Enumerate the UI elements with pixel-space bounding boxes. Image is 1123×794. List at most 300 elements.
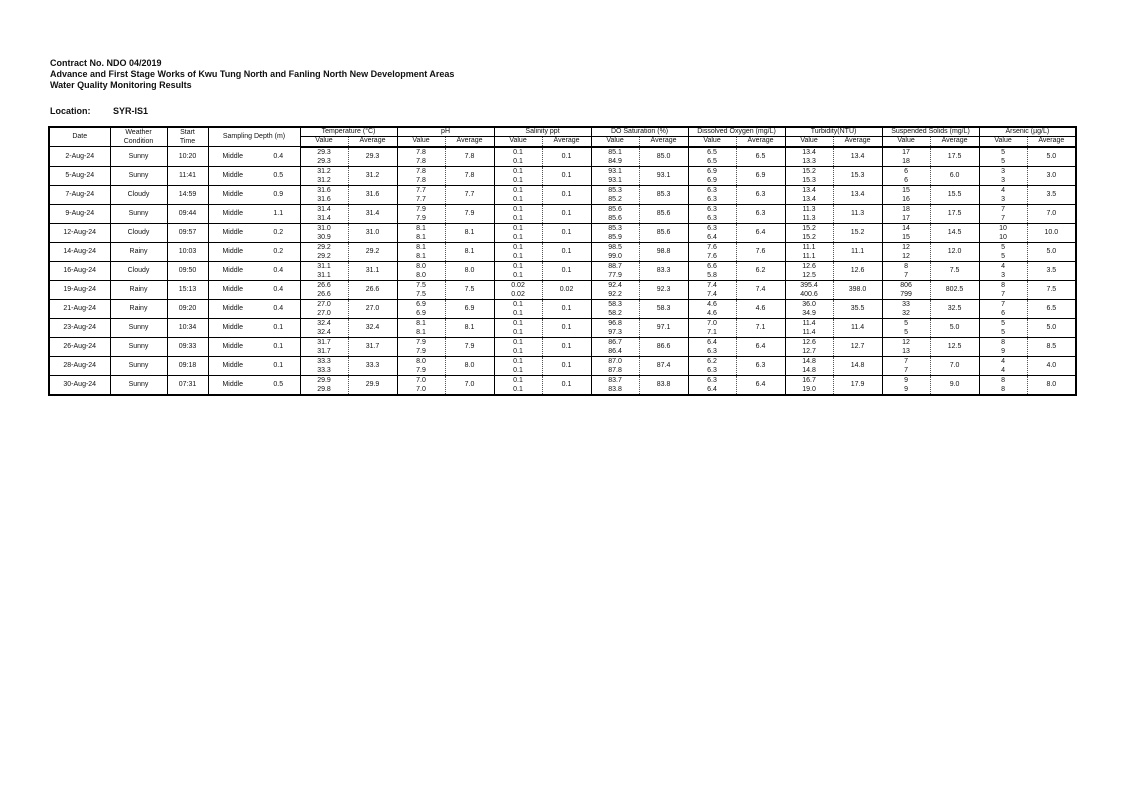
- cell-values: [494, 375, 542, 395]
- col-value-label: Value: [397, 137, 445, 147]
- cell-reading: 3: [1001, 176, 1006, 184]
- cell-depth-label: Middle: [208, 166, 257, 185]
- col-param-salinity-ppt: Salinity ppt: [494, 127, 591, 137]
- cell-values: [979, 204, 1027, 223]
- cell-values: [397, 166, 445, 185]
- cell-values: [785, 242, 833, 261]
- cell-reading: 6.5: [707, 148, 717, 156]
- cell-reading: 19.0: [802, 385, 816, 393]
- cell-average: 6.5: [736, 147, 785, 167]
- cell-values: [397, 147, 445, 167]
- cell-reading: 6.3: [707, 224, 717, 232]
- cell-values: [300, 242, 348, 261]
- cell-values: [882, 337, 930, 356]
- cell-reading: 13.4: [802, 148, 816, 156]
- cell-values: [591, 166, 639, 185]
- cell-reading: 85.2: [608, 195, 622, 203]
- cell-reading: 14: [902, 224, 910, 232]
- cell-average: 7.5: [445, 280, 494, 299]
- cell-date: 9-Aug-24: [49, 204, 110, 223]
- cell-values: [688, 185, 736, 204]
- cell-depth-label: Middle: [208, 185, 257, 204]
- cell-depth-value: 0.4: [257, 299, 300, 318]
- cell-average: 6.4: [736, 337, 785, 356]
- cell-reading: 27.0: [317, 300, 331, 308]
- cell-date: 7-Aug-24: [49, 185, 110, 204]
- cell-average: 0.1: [542, 337, 591, 356]
- cell-values: [785, 204, 833, 223]
- cell-reading: 6: [1001, 309, 1006, 317]
- cell-reading: 58.3: [608, 300, 622, 308]
- cell-average: 0.1: [542, 166, 591, 185]
- cell-reading: 30.9: [317, 233, 331, 241]
- cell-reading: 4: [1001, 262, 1006, 270]
- cell-weather: Sunny: [110, 318, 167, 337]
- col-value-label: Value: [300, 137, 348, 147]
- cell-reading: 93.1: [608, 176, 622, 184]
- col-param-turbidity-ntu: Turbidity(NTU): [785, 127, 882, 137]
- cell-reading: 11.4: [802, 328, 816, 336]
- cell-weather: Cloudy: [110, 223, 167, 242]
- cell-average: 3.5: [1027, 261, 1076, 280]
- cell-average: 32.4: [348, 318, 397, 337]
- cell-start-time: 10:03: [167, 242, 208, 261]
- cell-reading: 98.5: [608, 243, 622, 251]
- cell-start-time: 10:20: [167, 147, 208, 167]
- cell-values: [979, 242, 1027, 261]
- cell-values: [785, 223, 833, 242]
- cell-reading: 29.8: [317, 385, 331, 393]
- cell-average: 6.9: [445, 299, 494, 318]
- cell-values: [979, 223, 1027, 242]
- col-average-label: Average: [348, 137, 397, 147]
- cell-reading: 5.8: [707, 271, 717, 279]
- cell-start-time: 09:50: [167, 261, 208, 280]
- cell-average: 35.5: [833, 299, 882, 318]
- cell-values: [397, 337, 445, 356]
- cell-values: [300, 261, 348, 280]
- cell-start-time: 15:13: [167, 280, 208, 299]
- cell-reading: 6: [904, 167, 908, 175]
- cell-average: 6.2: [736, 261, 785, 280]
- cell-start-time: 09:44: [167, 204, 208, 223]
- cell-average: 9.0: [930, 375, 979, 395]
- cell-values: [882, 261, 930, 280]
- cell-reading: 4: [1001, 366, 1006, 374]
- cell-reading: 85.6: [608, 205, 622, 213]
- cell-average: 12.6: [833, 261, 882, 280]
- cell-values: [882, 280, 930, 299]
- cell-weather: Rainy: [110, 242, 167, 261]
- cell-reading: 26.6: [317, 290, 331, 298]
- cell-reading: 15.3: [802, 176, 816, 184]
- cell-average: 7.0: [930, 356, 979, 375]
- cell-reading: 7: [1001, 290, 1006, 298]
- col-average-label: Average: [833, 137, 882, 147]
- cell-reading: 8.0: [416, 262, 426, 270]
- cell-reading: 6.6: [707, 262, 717, 270]
- cell-reading: 395.4: [800, 281, 818, 289]
- cell-reading: 16.7: [802, 376, 816, 384]
- cell-depth-value: 0.1: [257, 337, 300, 356]
- cell-reading: 18: [902, 157, 910, 165]
- cell-average: 31.2: [348, 166, 397, 185]
- cell-average: 98.8: [639, 242, 688, 261]
- cell-values: [882, 375, 930, 395]
- col-sampling-depth: Sampling Depth (m): [208, 127, 300, 147]
- cell-average: 0.1: [542, 147, 591, 167]
- cell-average: 8.0: [445, 356, 494, 375]
- cell-values: [785, 337, 833, 356]
- cell-depth-value: 0.4: [257, 147, 300, 167]
- col-value-label: Value: [785, 137, 833, 147]
- cell-average: 83.8: [639, 375, 688, 395]
- cell-values: [494, 204, 542, 223]
- cell-reading: 99.0: [608, 252, 622, 260]
- cell-average: 11.1: [833, 242, 882, 261]
- cell-reading: 5: [1001, 243, 1006, 251]
- cell-average: 14.5: [930, 223, 979, 242]
- cell-average: 8.0: [445, 261, 494, 280]
- cell-values: [979, 337, 1027, 356]
- cell-reading: 0.1: [513, 195, 523, 203]
- cell-reading: 7: [1001, 300, 1006, 308]
- cell-date: 23-Aug-24: [49, 318, 110, 337]
- col-param-dissolved-oxygen-mg-l: Dissolved Oxygen (mg/L): [688, 127, 785, 137]
- cell-reading: 7: [904, 271, 908, 279]
- cell-reading: 29.3: [317, 157, 331, 165]
- cell-depth-label: Middle: [208, 337, 257, 356]
- table-row: [49, 299, 1076, 318]
- cell-reading: 6.4: [707, 233, 717, 241]
- cell-average: 7.8: [445, 147, 494, 167]
- cell-reading: 32.4: [317, 328, 331, 336]
- cell-average: 85.6: [639, 204, 688, 223]
- cell-reading: 83.8: [608, 385, 622, 393]
- cell-reading: 13.4: [802, 195, 816, 203]
- cell-reading: 6.2: [707, 357, 717, 365]
- cell-average: 31.0: [348, 223, 397, 242]
- cell-depth-value: 0.1: [257, 318, 300, 337]
- cell-average: 12.7: [833, 337, 882, 356]
- table-row: [49, 204, 1076, 223]
- cell-reading: 7.6: [707, 243, 717, 251]
- cell-average: 0.1: [542, 204, 591, 223]
- cell-average: 8.1: [445, 223, 494, 242]
- cell-reading: 6.9: [707, 167, 717, 175]
- cell-average: 802.5: [930, 280, 979, 299]
- cell-reading: 31.1: [317, 262, 331, 270]
- cell-reading: 92.2: [608, 290, 622, 298]
- cell-average: 12.0: [930, 242, 979, 261]
- col-weather: [110, 127, 167, 147]
- cell-reading: 58.2: [608, 309, 622, 317]
- cell-average: 6.5: [1027, 299, 1076, 318]
- cell-values: [882, 318, 930, 337]
- cell-values: [688, 280, 736, 299]
- col-value-label: Value: [979, 137, 1027, 147]
- cell-values: [397, 261, 445, 280]
- cell-values: [979, 299, 1027, 318]
- cell-reading: 11.3: [802, 214, 816, 222]
- cell-depth-label: Middle: [208, 204, 257, 223]
- cell-reading: 33.3: [317, 366, 331, 374]
- cell-weather: Sunny: [110, 337, 167, 356]
- contract-number: Contract No. NDO 04/2019: [50, 58, 162, 68]
- cell-reading: 0.1: [513, 167, 523, 175]
- cell-reading: 31.2: [317, 167, 331, 175]
- cell-average: 4.6: [736, 299, 785, 318]
- cell-average: 7.7: [445, 185, 494, 204]
- cell-weather: Sunny: [110, 356, 167, 375]
- cell-average: 17.5: [930, 147, 979, 167]
- cell-reading: 31.7: [317, 347, 331, 355]
- cell-reading: 7.0: [416, 385, 426, 393]
- cell-average: 8.0: [1027, 375, 1076, 395]
- cell-reading: 7.7: [416, 195, 426, 203]
- cell-values: [785, 318, 833, 337]
- cell-values: [300, 185, 348, 204]
- cell-reading: 5: [1001, 148, 1006, 156]
- cell-reading: 7.4: [707, 290, 717, 298]
- cell-values: [397, 299, 445, 318]
- table-row: [49, 280, 1076, 299]
- cell-average: 3.0: [1027, 166, 1076, 185]
- cell-values: [785, 280, 833, 299]
- cell-weather: Sunny: [110, 375, 167, 395]
- cell-reading: 85.9: [608, 233, 622, 241]
- cell-average: 85.6: [639, 223, 688, 242]
- cell-average: 7.0: [1027, 204, 1076, 223]
- cell-reading: 400.6: [800, 290, 818, 298]
- cell-reading: 0.1: [513, 319, 523, 327]
- cell-reading: 9: [904, 376, 908, 384]
- cell-weather: Sunny: [110, 166, 167, 185]
- cell-average: 11.4: [833, 318, 882, 337]
- cell-reading: 31.1: [317, 271, 331, 279]
- cell-values: [688, 242, 736, 261]
- cell-values: [591, 242, 639, 261]
- cell-reading: 85.3: [608, 224, 622, 232]
- cell-values: [494, 242, 542, 261]
- cell-reading: 0.1: [513, 243, 523, 251]
- cell-values: [785, 185, 833, 204]
- cell-weather: Sunny: [110, 204, 167, 223]
- cell-depth-value: 0.5: [257, 375, 300, 395]
- cell-values: [785, 147, 833, 167]
- cell-average: 92.3: [639, 280, 688, 299]
- cell-reading: 77.9: [608, 271, 622, 279]
- report-title: Water Quality Monitoring Results: [50, 80, 192, 90]
- cell-reading: 31.6: [317, 195, 331, 203]
- cell-reading: 16: [902, 195, 910, 203]
- cell-reading: 87.0: [608, 357, 622, 365]
- cell-reading: 0.1: [513, 271, 523, 279]
- cell-reading: 33.3: [317, 357, 331, 365]
- cell-values: [688, 375, 736, 395]
- cell-values: [494, 223, 542, 242]
- cell-depth-label: Middle: [208, 242, 257, 261]
- table-row: [49, 166, 1076, 185]
- cell-reading: 10: [999, 224, 1007, 232]
- cell-reading: 6.9: [416, 309, 426, 317]
- cell-average: 6.3: [736, 204, 785, 223]
- cell-reading: 32: [902, 309, 910, 317]
- cell-reading: 806: [900, 281, 912, 289]
- cell-reading: 31.4: [317, 205, 331, 213]
- cell-depth-value: 0.9: [257, 185, 300, 204]
- cell-average: 31.1: [348, 261, 397, 280]
- table-row: [49, 356, 1076, 375]
- col-average-label: Average: [736, 137, 785, 147]
- cell-reading: 29.2: [317, 252, 331, 260]
- cell-average: 7.9: [445, 337, 494, 356]
- cell-reading: 86.4: [608, 347, 622, 355]
- cell-reading: 13.3: [802, 157, 816, 165]
- cell-values: [882, 299, 930, 318]
- cell-values: [688, 318, 736, 337]
- col-weather-line2: Condition: [123, 138, 154, 145]
- cell-reading: 6.4: [707, 385, 717, 393]
- col-weather-line1: Weather: [125, 129, 152, 136]
- cell-start-time: 09:20: [167, 299, 208, 318]
- cell-values: [300, 280, 348, 299]
- cell-depth-label: Middle: [208, 223, 257, 242]
- cell-values: [688, 166, 736, 185]
- cell-reading: 12: [902, 338, 910, 346]
- cell-average: 7.4: [736, 280, 785, 299]
- cell-values: [397, 375, 445, 395]
- cell-values: [494, 318, 542, 337]
- cell-average: 5.0: [1027, 147, 1076, 167]
- cell-reading: 7.0: [707, 319, 717, 327]
- cell-reading: 0.1: [513, 214, 523, 222]
- cell-reading: 0.1: [513, 309, 523, 317]
- cell-values: [494, 356, 542, 375]
- col-value-label: Value: [688, 137, 736, 147]
- cell-values: [882, 147, 930, 167]
- table-row: [49, 185, 1076, 204]
- cell-date: 26-Aug-24: [49, 337, 110, 356]
- cell-reading: 29.9: [317, 376, 331, 384]
- cell-average: 97.1: [639, 318, 688, 337]
- cell-average: 85.3: [639, 185, 688, 204]
- cell-reading: 11.3: [802, 205, 816, 213]
- col-average-label: Average: [1027, 137, 1076, 147]
- cell-average: 6.9: [736, 166, 785, 185]
- cell-reading: 6.3: [707, 214, 717, 222]
- report-header: [50, 58, 454, 91]
- cell-values: [591, 337, 639, 356]
- cell-values: [785, 166, 833, 185]
- cell-reading: 0.02: [511, 281, 525, 289]
- cell-values: [591, 375, 639, 395]
- cell-average: 0.1: [542, 242, 591, 261]
- cell-reading: 15.2: [802, 224, 816, 232]
- col-param-ph: pH: [397, 127, 494, 137]
- cell-average: 8.1: [445, 318, 494, 337]
- cell-average: 15.5: [930, 185, 979, 204]
- cell-reading: 7.7: [416, 186, 426, 194]
- cell-values: [397, 223, 445, 242]
- cell-depth-label: Middle: [208, 261, 257, 280]
- table-body: [49, 147, 1076, 395]
- cell-average: 0.1: [542, 185, 591, 204]
- cell-reading: 85.3: [608, 186, 622, 194]
- cell-reading: 12.7: [802, 347, 816, 355]
- cell-start-time: 09:18: [167, 356, 208, 375]
- location-line: [50, 106, 148, 116]
- cell-reading: 14.8: [802, 366, 816, 374]
- cell-depth-value: 0.2: [257, 242, 300, 261]
- cell-reading: 8.0: [416, 357, 426, 365]
- cell-average: 58.3: [639, 299, 688, 318]
- cell-average: 0.02: [542, 280, 591, 299]
- cell-reading: 0.02: [511, 290, 525, 298]
- location-label: Location:: [50, 106, 91, 116]
- cell-reading: 8.0: [416, 271, 426, 279]
- cell-average: 14.8: [833, 356, 882, 375]
- cell-average: 6.3: [736, 356, 785, 375]
- cell-date: 14-Aug-24: [49, 242, 110, 261]
- cell-average: 15.3: [833, 166, 882, 185]
- cell-average: 32.5: [930, 299, 979, 318]
- cell-values: [397, 242, 445, 261]
- cell-weather: Rainy: [110, 299, 167, 318]
- cell-reading: 29.3: [317, 148, 331, 156]
- cell-reading: 7.5: [416, 290, 426, 298]
- cell-reading: 4.6: [707, 309, 717, 317]
- cell-average: 398.0: [833, 280, 882, 299]
- cell-average: 3.5: [1027, 185, 1076, 204]
- cell-values: [591, 185, 639, 204]
- cell-reading: 7.9: [416, 338, 426, 346]
- cell-reading: 7.5: [416, 281, 426, 289]
- cell-average: 7.6: [736, 242, 785, 261]
- cell-values: [397, 185, 445, 204]
- cell-values: [785, 261, 833, 280]
- col-average-label: Average: [639, 137, 688, 147]
- cell-reading: 93.1: [608, 167, 622, 175]
- cell-reading: 12.5: [802, 271, 816, 279]
- cell-values: [591, 147, 639, 167]
- cell-average: 7.5: [930, 261, 979, 280]
- cell-reading: 7.9: [416, 214, 426, 222]
- cell-average: 7.9: [445, 204, 494, 223]
- col-start-time: [167, 127, 208, 147]
- cell-depth-value: 1.1: [257, 204, 300, 223]
- cell-values: [397, 204, 445, 223]
- cell-average: 17.5: [930, 204, 979, 223]
- cell-average: 6.4: [736, 223, 785, 242]
- cell-reading: 7: [1001, 214, 1006, 222]
- cell-date: 28-Aug-24: [49, 356, 110, 375]
- cell-reading: 15.2: [802, 233, 816, 241]
- cell-values: [494, 299, 542, 318]
- table-row: [49, 261, 1076, 280]
- cell-reading: 0.1: [513, 233, 523, 241]
- cell-reading: 0.1: [513, 262, 523, 270]
- cell-reading: 14.8: [802, 357, 816, 365]
- cell-average: 31.7: [348, 337, 397, 356]
- cell-values: [882, 185, 930, 204]
- cell-reading: 85.6: [608, 214, 622, 222]
- cell-reading: 18: [902, 205, 910, 213]
- cell-values: [300, 166, 348, 185]
- cell-values: [591, 318, 639, 337]
- cell-reading: 7.9: [416, 366, 426, 374]
- cell-reading: 7.8: [416, 167, 426, 175]
